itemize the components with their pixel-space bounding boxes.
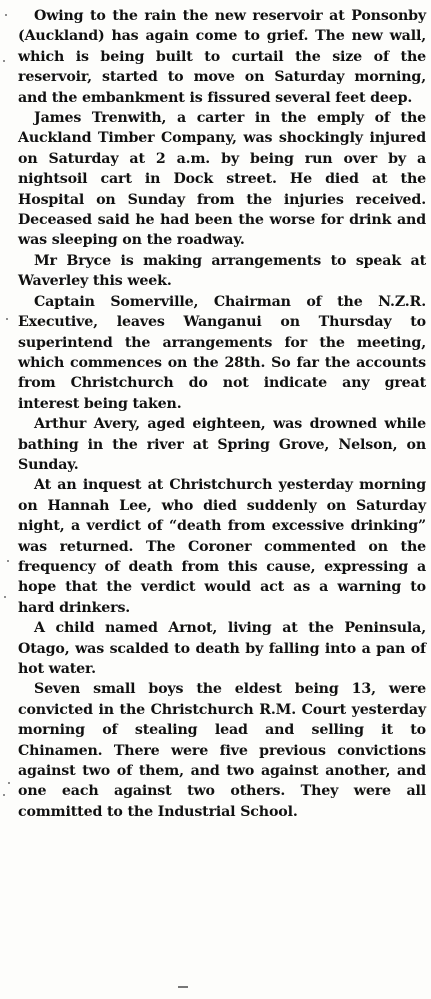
paragraph-trenwith-accident: James Trenwith, a carter in the emply of the Auckland Timber Company, was shockingly injured on Saturday at 2 a.m. by being run over by a nightsoil cart in Dock street. He died at the Hospital on Sunday from the injuries received. Deceased said he had been the worse for drink and was sleeping on the roadway. — [18, 110, 426, 249]
paragraph-arnot-scalded: A child named Arnot, living at the Peninsula, Otago, was scalded to death by falling into a pan of hot water. — [18, 620, 426, 677]
print-speck — [6, 318, 8, 320]
print-speck — [3, 794, 5, 796]
paragraph-avery-drowned: Arthur Avery, aged eighteen, was drowned while bathing in the river at Spring Grove, Nelson, on Sunday. — [18, 416, 426, 473]
print-speck — [5, 14, 7, 16]
news-column — [18, 6, 426, 822]
column-end-rule — [178, 986, 188, 988]
print-speck — [3, 60, 5, 62]
paragraph-bryce-waverley: Mr Bryce is making arrangements to speak at Waverley this week. — [18, 252, 426, 290]
print-speck — [4, 596, 6, 598]
print-speck — [7, 560, 9, 562]
print-speck — [8, 782, 10, 784]
paragraph-boys-convicted: Seven small boys the eldest being 13, were convicted in the Christchurch R.M. Court yesterday morning of stealing lead and selling it to Chinamen. There were five previous convictions against two of them, and two against another, and one each against two others. They were all committed to the Industrial School. — [18, 681, 426, 820]
paragraph-inquest-lee: At an inquest at Christchurch yesterday morning on Hannah Lee, who died suddenly on Saturday night, a verdict of “death from excessive drinking” was returned. The Coroner commented on the frequency of death from this cause, expressing a hope that the verdict would act as a warning to hard drinkers. — [18, 477, 426, 616]
paragraph-reservoir: Owing to the rain the new reservoir at Ponsonby (Auckland) has again come to grief. The new wall, which is being built to curtail the size of the reservoir, started to move on Saturday morning, and the embankment is fissured several feet deep. — [18, 8, 426, 106]
paragraph-somerville-meeting: Captain Somerville, Chairman of the N.Z.R. Executive, leaves Wanganui on Thursday to superintend the arrangements for the meeting, which commences on the 28th. So far the accounts from Christchurch do not indicate any great interest being taken. — [18, 293, 426, 412]
